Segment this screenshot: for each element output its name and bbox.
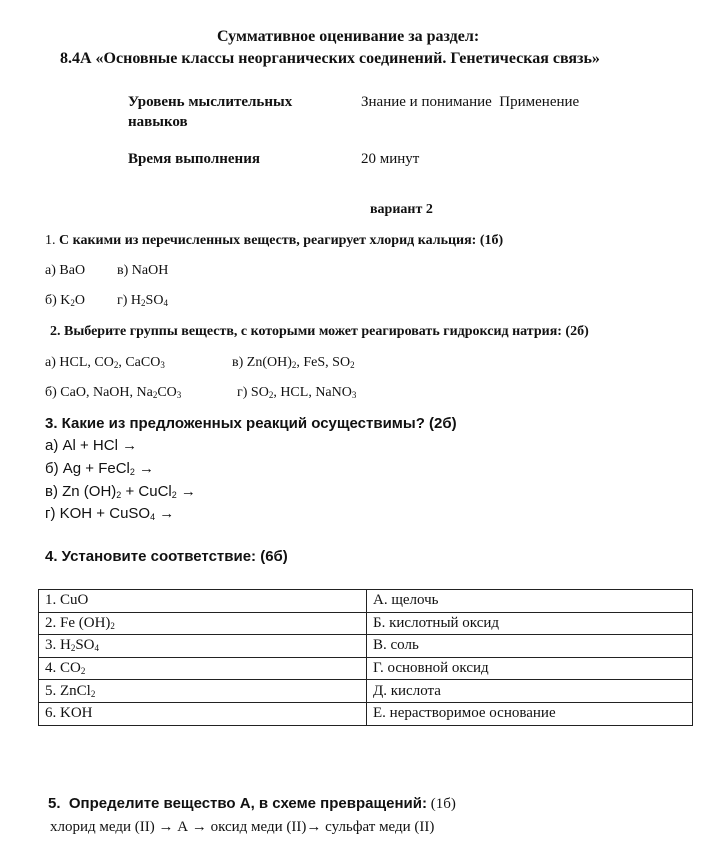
table-row — [39, 680, 693, 703]
table-cell-class: Д. кислота — [367, 680, 693, 703]
table-row — [39, 657, 693, 680]
time-value: 20 минут — [361, 151, 420, 167]
level-label-line-2: навыков — [128, 114, 188, 130]
table-cell-substance: 5. ZnCl$_2$ — [39, 680, 367, 703]
q2-option-g: г) $SO_2$, HCL, NaNO$_3$ — [237, 385, 357, 400]
q1-option-g: г) $H_2SO_4$ — [117, 293, 168, 308]
table-cell-class: Б. кислотный оксид — [367, 612, 693, 635]
question-5-points: (1б) — [426, 796, 456, 812]
q2-option-v: в) $Zn(OH)_2$, FeS, $SO_2$ — [232, 355, 355, 370]
title-line-2: 8.4А «Основные классы неорганических соединений. Генетическая связь» — [60, 50, 600, 67]
question-1 — [45, 233, 503, 249]
table-row — [39, 612, 693, 635]
question-3: 3. Какие из предложенных реакций осуществимы? (2б) — [45, 415, 457, 432]
title-line-1: Суммативное оценивание за раздел: — [217, 28, 480, 45]
q1-option-v: в) NaOH — [117, 263, 169, 278]
table-cell-substance: 1. CuO — [39, 590, 367, 613]
table-cell-substance: 4. $CO_2$ — [39, 657, 367, 680]
question-4: 4. Установите соответствие: (6б) — [45, 548, 288, 565]
table-cell-substance: 3. $H_2SO_4$ — [39, 635, 367, 658]
table-cell-class: А. щелочь — [367, 590, 693, 613]
table-cell-class: Г. основной оксид — [367, 657, 693, 680]
table-row — [39, 702, 693, 725]
level-value: Знание и понимание Применение — [361, 94, 580, 110]
time-label: Время выполнения — [128, 151, 260, 167]
q3-option-b: б) Ag + FeCl$_2$ → — [45, 460, 155, 477]
q1-option-a: а) BaO — [45, 263, 86, 278]
question-5-scheme: хлорид меди (II) → А → оксид меди (II)→ сульфат меди (II) — [50, 819, 435, 835]
q1-option-b: б) $K_2O$ — [45, 293, 86, 308]
table-cell-class: В. соль — [367, 635, 693, 658]
variant-label: вариант 2 — [370, 202, 433, 217]
table-cell-substance: 6. KOH — [39, 702, 367, 725]
level-label-line-1: Уровень мыслительных — [128, 94, 293, 110]
q3-option-a: а) Al + HCl → — [45, 437, 138, 454]
table-cell-class: Е. нерастворимое основание — [367, 702, 693, 725]
matching-table — [38, 589, 693, 726]
question-1-text: С какими из перечисленных веществ, реагирует хлорид кальция: (1б) — [55, 233, 504, 248]
q2-option-b: б) CaO, NaOH, $Na_2CO_3$ — [45, 385, 182, 400]
table-row — [39, 635, 693, 658]
q3-option-v: в) Zn $(OH)_2$ + CuCl$_2$ → — [45, 483, 196, 500]
table-row — [39, 590, 693, 613]
question-5-text: 5. Определите вещество А, в схеме превращений: — [48, 795, 427, 812]
table-cell-substance: 2. Fe $(OH)_2$ — [39, 612, 367, 635]
q3-option-g: г) KOH + CuSO$_4$ → — [45, 505, 175, 522]
question-1-number: 1. — [45, 233, 56, 248]
question-5 — [48, 795, 456, 813]
q2-option-a: а) HCL, $CO_2$, CaCO$_3$ — [45, 355, 165, 370]
question-2: 2. Выберите группы веществ, с которыми может реагировать гидроксид натрия: (2б) — [50, 324, 589, 339]
